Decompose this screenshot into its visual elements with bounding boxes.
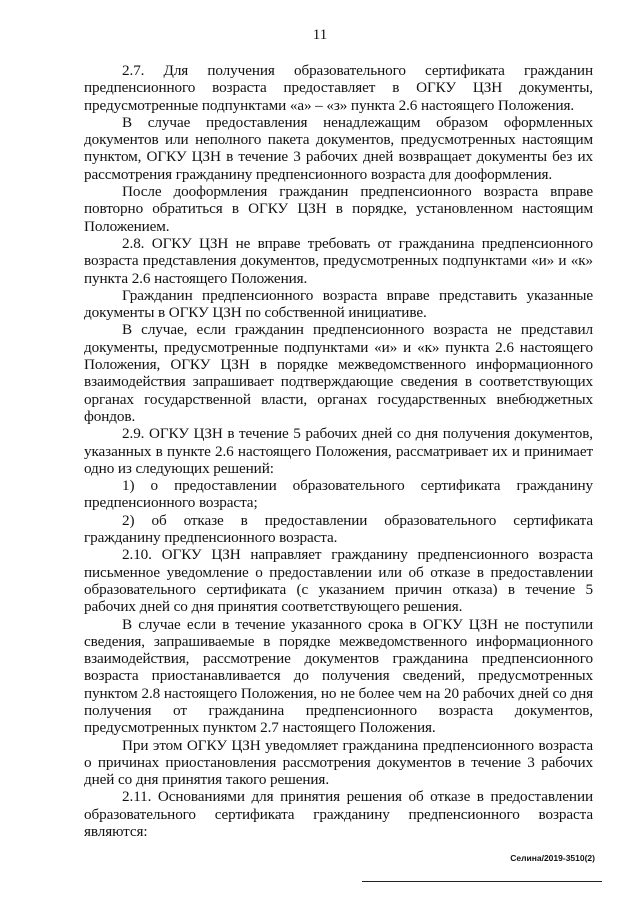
paragraph-2-9: 2.9. ОГКУ ЦЗН в течение 5 рабочих дней со дня получения документов, указанных в пункте 2.6 настоящего Положения, рассматривает их и принимает одно из следующих решений: xyxy=(84,425,593,477)
list-item-grant: 1) о предоставлении образовательного сертификата гражданину предпенсионного возраста; xyxy=(84,477,593,512)
paragraph-2-11: 2.11. Основаниями для принятия решения об отказе в предоставлении образовательного сертификата гражданину предпенсионного возраста являются: xyxy=(84,788,593,841)
paragraph-notification: При этом ОГКУ ЦЗН уведомляет гражданина предпенсионного возраста о причинах приостановления рассмотрения документов в течение 3 рабочих дней со дня принятия такого решения. xyxy=(84,736,593,789)
page-number: 11 xyxy=(312,27,328,43)
paragraph-2-10: 2.10. ОГКУ ЦЗН направляет гражданину предпенсионного возраста письменное уведомление о предоставлении или об отказе в предоставлении образовательного сертификата (с указанием причин отказа) в течение 5 рабочих дней со дня принятия соответствующего решения. xyxy=(84,546,593,616)
list-item-refusal: 2) об отказе в предоставлении образовательного сертификата гражданину предпенсионного возраста. xyxy=(84,511,593,547)
paragraph-improper-documents: В случае предоставления ненадлежащим образом оформленных документов или неполного пакета документов, предусмотренных настоящим пунктом, ОГКУ ЦЗН в течение 3 рабочих дней возвращает документы без их рассмотрения гражданину предпенсионного возраста для дооформления. xyxy=(84,113,593,183)
paragraph-interagency-request: В случае, если гражданин предпенсионного возраста не представил документы, предусмотренные подпунктами «и» и «к» пункта 2.6 настоящего Положения, ОГКУ ЦЗН в порядке межведомственного информационного взаимодействия запрашивает подтверждающие сведения в соответствующих органах государственной власти, органах государственных внебюджетных фондов. xyxy=(84,321,593,425)
paragraph-own-initiative: Гражданин предпенсионного возраста вправе представить указанные документы в ОГКУ ЦЗН по собственной инициативе. xyxy=(84,286,593,322)
paragraph-resubmission: После дооформления гражданин предпенсионного возраста вправе повторно обратиться в ОГКУ ЦЗН в порядке, установленном настоящим Положением. xyxy=(84,183,593,235)
footer-divider xyxy=(362,881,602,882)
document-code: Селина/2019-3510(2) xyxy=(510,853,595,863)
paragraph-suspension: В случае если в течение указанного срока в ОГКУ ЦЗН не поступили сведения, запрашиваемые в порядке межведомственного информационного взаимодействия, рассмотрение документов гражданина предпенсионного возраста приостанавливается до получения сведений, предусмотренных пунктом 2.8 настоящего Положения, но не более чем на 20 рабочих дней со дня получения от гражданина предпенсионного возраста документов, предусмотренных пунктом 2.7 настоящего Положения. xyxy=(84,615,593,737)
paragraph-2-7: 2.7. Для получения образовательного сертификата гражданин предпенсионного возраста предоставляет в ОГКУ ЦЗН документы, предусмотренные подпунктами «а» – «з» пункта 2.6 настоящего Положения. xyxy=(84,62,593,114)
document-body xyxy=(84,62,593,840)
paragraph-2-8: 2.8. ОГКУ ЦЗН не вправе требовать от гражданина предпенсионного возраста представления документов, предусмотренных подпунктами «и» и «к» пункта 2.6 настоящего Положения. xyxy=(84,234,593,287)
